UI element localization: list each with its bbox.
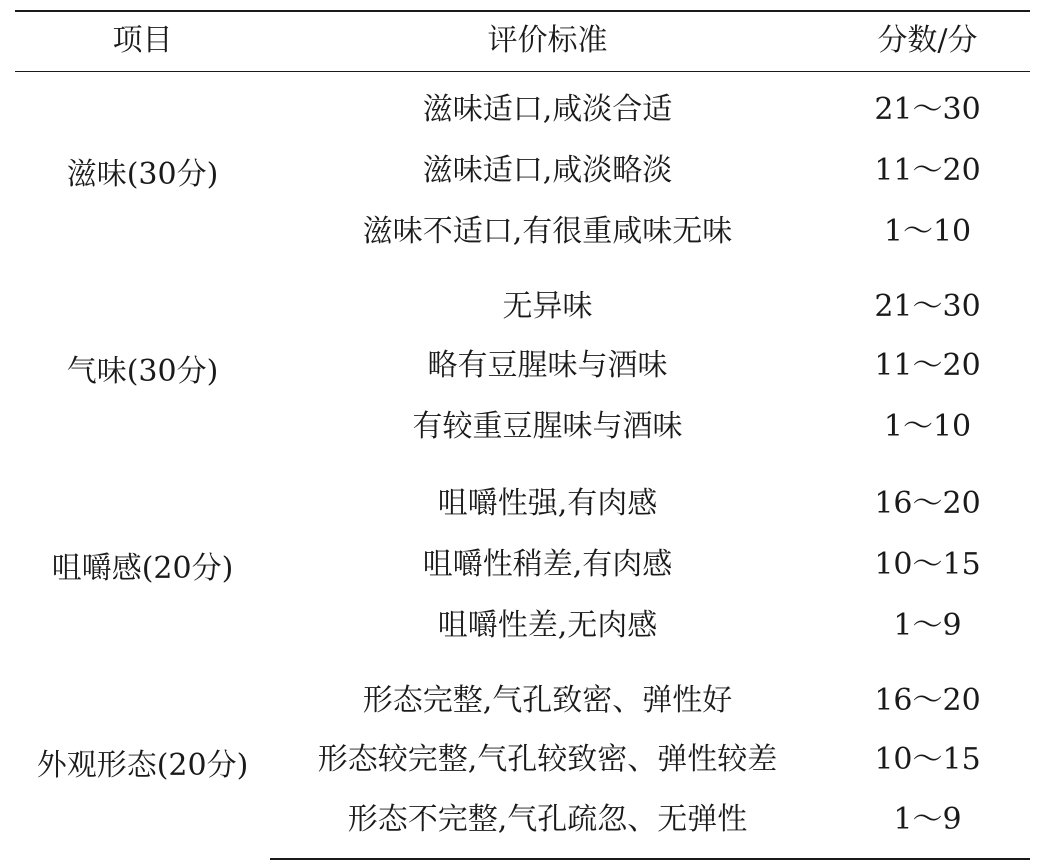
table-row	[15, 71, 1030, 140]
criterion-cell: 咀嚼性差,无肉感	[437, 607, 658, 643]
score-cell: 21～30	[874, 288, 981, 324]
table-body	[15, 71, 1030, 859]
score-cell: 1～9	[893, 607, 962, 643]
score-cell: 11～20	[874, 347, 981, 383]
score-cell: 1～9	[825, 790, 1030, 859]
score-cell: 16～20	[874, 485, 981, 521]
criterion-cell: 滋味适口,咸淡略淡	[422, 152, 673, 188]
score-cell: 10～15	[874, 546, 981, 582]
criterion-cell: 无异味	[502, 288, 593, 324]
criterion-cell: 滋味适口,咸淡合适	[422, 91, 673, 127]
header-criterion: 评价标准	[270, 11, 825, 71]
criterion-cell: 形态较完整,气孔较致密、弹性较差	[317, 741, 778, 777]
criterion-cell: 咀嚼性强,有肉感	[437, 485, 658, 521]
criterion-cell: 略有豆腥味与酒味	[427, 347, 668, 383]
criterion-cell: 滋味不适口,有很重咸味无味	[362, 213, 733, 249]
score-cell: 1～10	[883, 213, 972, 249]
header-item: 项目	[15, 11, 270, 71]
item-cell: 咀嚼感(20分)	[51, 550, 234, 586]
table-row	[15, 465, 1030, 534]
criterion-cell: 形态不完整,气孔疏忽、无弹性	[270, 790, 825, 859]
table-row	[15, 664, 1030, 729]
score-cell: 1～10	[883, 408, 972, 444]
item-cell: 气味(30分)	[66, 353, 219, 389]
table-row	[15, 270, 1030, 335]
score-cell: 10～15	[874, 741, 981, 777]
sensory-evaluation-table	[15, 10, 1030, 860]
header-score: 分数/分	[825, 11, 1030, 71]
score-cell: 16～20	[874, 682, 981, 718]
criterion-cell: 咀嚼性稍差,有肉感	[422, 546, 673, 582]
item-cell: 外观形态(20分)	[36, 747, 249, 783]
score-cell: 21～30	[874, 91, 981, 127]
criterion-cell: 有较重豆腥味与酒味	[412, 408, 683, 444]
criterion-cell: 形态完整,气孔致密、弹性好	[362, 682, 733, 718]
score-cell: 11～20	[874, 152, 981, 188]
item-cell: 滋味(30分)	[66, 156, 219, 192]
table-header	[15, 11, 1030, 71]
header-row	[15, 11, 1030, 71]
